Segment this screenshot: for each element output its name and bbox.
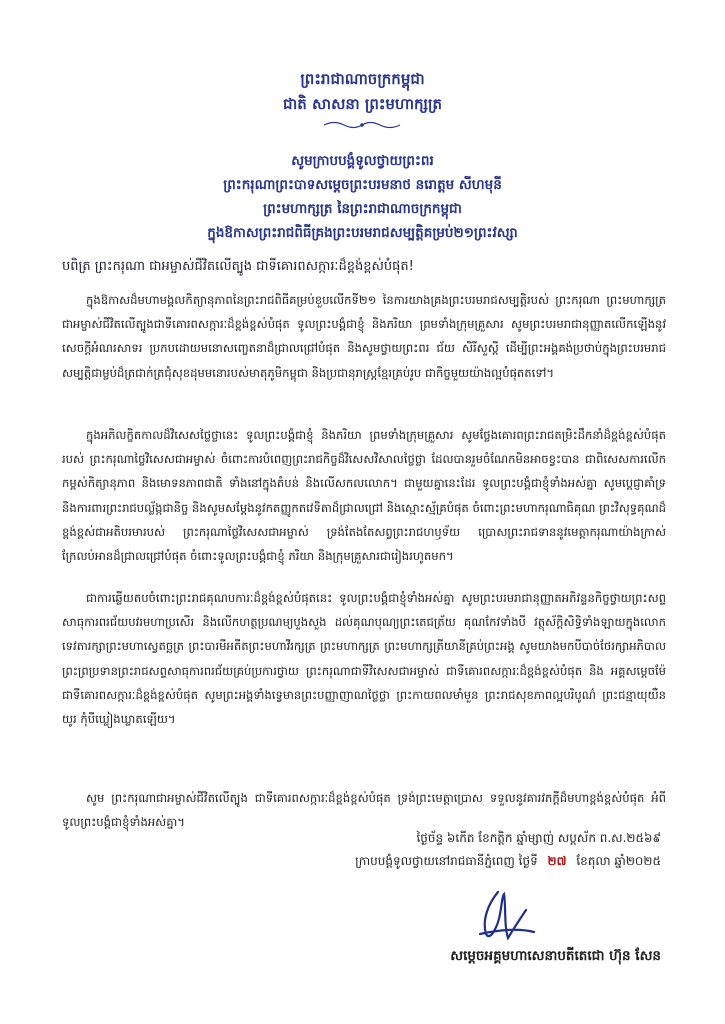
letter-title-line-3: ព្រះមហាក្សត្រ នៃព្រះរាជាណាចក្រកម្ពុជា <box>263 201 462 217</box>
day-number: ២៧ <box>547 854 567 868</box>
month-year: ខែតុលា ឆ្នាំ២០២៥ <box>576 854 661 868</box>
letter-title-line-1: សូមក្រាបបង្គំទូលថ្វាយព្រះពរ <box>291 153 434 169</box>
lunar-date: ថ្ងៃច័ន្ទ ៦កើត ខែកត្តិក ឆ្នាំម្សាញ់ សប្តស័ក ព.ស.២៥៦៩ <box>416 831 661 845</box>
paragraph-3: ជាការឆ្លើយតបចំពោះព្រះរាជគុណបការៈដ៏ខ្ពង់ខ្ពស់បំផុតនេះ ទូលព្រះបង្គំជាខ្ញុំទាំងអស់គ្នា សូមព្រះបរមរាជានុញ្ញាតអភិវន្ទនកិច្ចថ្វាយព្រះសព្ទសាធុការពរជ័យបវរមហាប្រសើរ និងលើកហត្ថប្រណម្យបួងសួង ដល់គុណបុណ្យព្រះតេជត្រ័យ គុណកែវទាំងបី វត្ថុស័ក្តិសិទ្ធិទាំងឡាយក្នុងលោក ទេវតារក្សាព្រះមហាស្វេតច្ឆត្រ ព្រះបារមីអតីតព្រះមហាវីរក្សត្រ ព្រះមហាក្សត្រ ព្រះមហាក្សត្រីយានីគ្រប់ព្រះអង្គ សូមយាងមកបីបាច់ថែរក្សាអភិបាលព្រះព្រប្រទានព្រះរាជសព្ទសាធុការពរជ័យគ្រប់ប្រការថ្វាយ ព្រះករុណាជាទីវិសេសជាអម្ចាស់ ជាទីគោរពសក្ការៈដ៏ខ្ពង់ខ្ពស់បំផុត និង អគ្គសម្តេចម៉ែ ជាទីគោរពសក្ការៈដ៏ខ្ពង់ខ្ពស់បំផុត សូមព្រះអង្គទាំងទ្វេមានព្រះបញ្ញាញាណថ្លៃថ្លា ព្រះកាយពលមាំមួន ព្រះរាជសុខភាពល្អបរិបូណ៌ ព្រះជន្មាយុយឺនយូរ កុំបីឃ្លៀងឃ្លាតឡើយ។ <box>62 591 666 727</box>
signer-name: សម្តេចអគ្គមហាសេនាបតីតេជោ ហ៊ុន សែន <box>450 948 661 964</box>
signature-icon <box>468 886 540 946</box>
paragraph-1: ក្នុងឱកាសដ៏មហាមង្គលកិត្យានុភាពនៃព្រះរាជពិធីគម្រប់ខួបលើកទី២១ នៃការយាងគ្រងព្រះបរមរាជសម្បត្តិរបស់ ព្រះករុណា ព្រះមហាក្សត្រ ជាអម្ចាស់ជីវិតលើត្បូងជាទីគោរពសក្ការៈដ៏ខ្ពង់ខ្ពស់បំផុត ទូលព្រះបង្គំជាខ្ញុំ និងភរិយា ព្រមទាំងក្រុមគ្រួសារ សូមព្រះបរមរាជានុញ្ញាតលើកឡើងនូវសេចក្តីអំណរសាទរ ប្រកបដោយមនោសញ្ចេតនាដ៏ជ្រាលជ្រៅបំផុត និងសូមថ្វាយព្រះពរ ជ័យ សិរីសួស្តី ដើម្បីព្រះអង្គគង់ប្រថាប់ក្នុងព្រះបរមរាជសម្បត្តិជាម្លប់ដ៏ត្រជាក់ត្រជុំសុខដុមមនោរបស់មាតុភូមិកម្ពុជា និងប្រជានុរាស្ត្រខ្មែរគ្រប់រូប ជាកិច្ចមួយយ៉ាងល្អបំផុតតទៅ។ <box>62 293 666 380</box>
paragraph-4: សូម ព្រះករុណាជាអម្ចាស់ជីវិតលើត្បូង ជាទីគោរពសក្ការៈដ៏ខ្ពង់ខ្ពស់បំផុត ទ្រង់ព្រះមេត្តាប្រោស ទទួលនូវគារវភក្តីដ៏មហាខ្ពង់ខ្ពស់បំផុត អំពីទូលព្រះបង្គំជាខ្ញុំទាំងអស់គ្នា។ <box>62 791 666 830</box>
ornament-divider-icon <box>322 120 402 130</box>
national-motto: ជាតិ សាសនា ព្រះមហាក្សត្រ <box>283 95 442 113</box>
place-prefix: ក្រាបបង្គំទូលថ្វាយនៅរាជធានីភ្នំពេញ ថ្ងៃទី <box>355 854 538 868</box>
salutation: បពិត្រ ព្រះករុណា ជាអម្ចាស់ជីវិតលើត្បូង ជាទីគោរពសក្ការៈដ៏ខ្ពង់ខ្ពស់បំផុត! <box>62 259 414 274</box>
kingdom-heading: ព្រះរាជាណាចក្រកម្ពុជា <box>300 70 425 88</box>
paragraph-2: ក្នុងអភិលក្ខិតកាលដ៏វិសេសថ្លៃថ្លានេះ ទូលព្រះបង្គំជាខ្ញុំ និងភរិយា ព្រមទាំងក្រុមគ្រួសារ សូមថ្លែងគោរពព្រះរាជតម្រិះដឹកនាំដ៏ខ្ពង់ខ្ពស់បំផុត របស់ ព្រះករុណាថ្លៃវិសេសជាអម្ចាស់ ចំពោះការបំពេញព្រះរាជកិច្ចដ៏វិសេសវិសាលថ្លៃថ្លា ដែលបានរួមចំណែកមិនអាចខ្វះបាន ជាពិសេសការលើកកម្ពស់កិត្យានុភាព និងមោទនភាពជាតិ ទាំងនៅក្នុងតំបន់ និងលើសកលលោក។ ជាមួយគ្នានេះដែរ ទូលព្រះបង្គំជាខ្ញុំទាំងអស់គ្នា សូមប្តេជ្ញាគាំទ្រ និងការពារព្រះរាជបល្ល័ង្កជានិច្ច និងសូមសម្តែងនូវកតញ្ញូកតវេទិតាដ៏ជ្រាលជ្រៅ និងស្មោះស្ម័គ្របំផុត ចំពោះព្រះមហាករុណាធិគុណ ព្រះវិសុទ្ធគុណដ៏ខ្ពង់ខ្ពស់ជាអតិបរមារបស់ ព្រះករុណាថ្លៃវិសេសជាអម្ចាស់ ទ្រង់តែងតែសព្វព្រះរាជហឫទ័យ ប្រោសព្រះរាជទាននូវមេត្តាករុណាយ៉ាងក្រាស់ក្រែលប់អានដ៏ជ្រាលជ្រៅបំផុត ចំពោះទូលព្រះបង្គំជាខ្ញុំ ភរិយា និងក្រុមគ្រួសារជារៀងរហូតមក។ <box>62 428 666 564</box>
place-date-line <box>355 853 661 871</box>
letter-title-line-4: ក្នុងឱកាសព្រះរាជពិធីគ្រងព្រះបរមរាជសម្បត្តិគម្រប់២១ព្រះវស្សា <box>207 225 518 241</box>
letter-title-line-2: ព្រះករុណាព្រះបាទសម្តេចព្រះបរមនាថ នរោត្តម សីហមុនី <box>223 177 502 193</box>
